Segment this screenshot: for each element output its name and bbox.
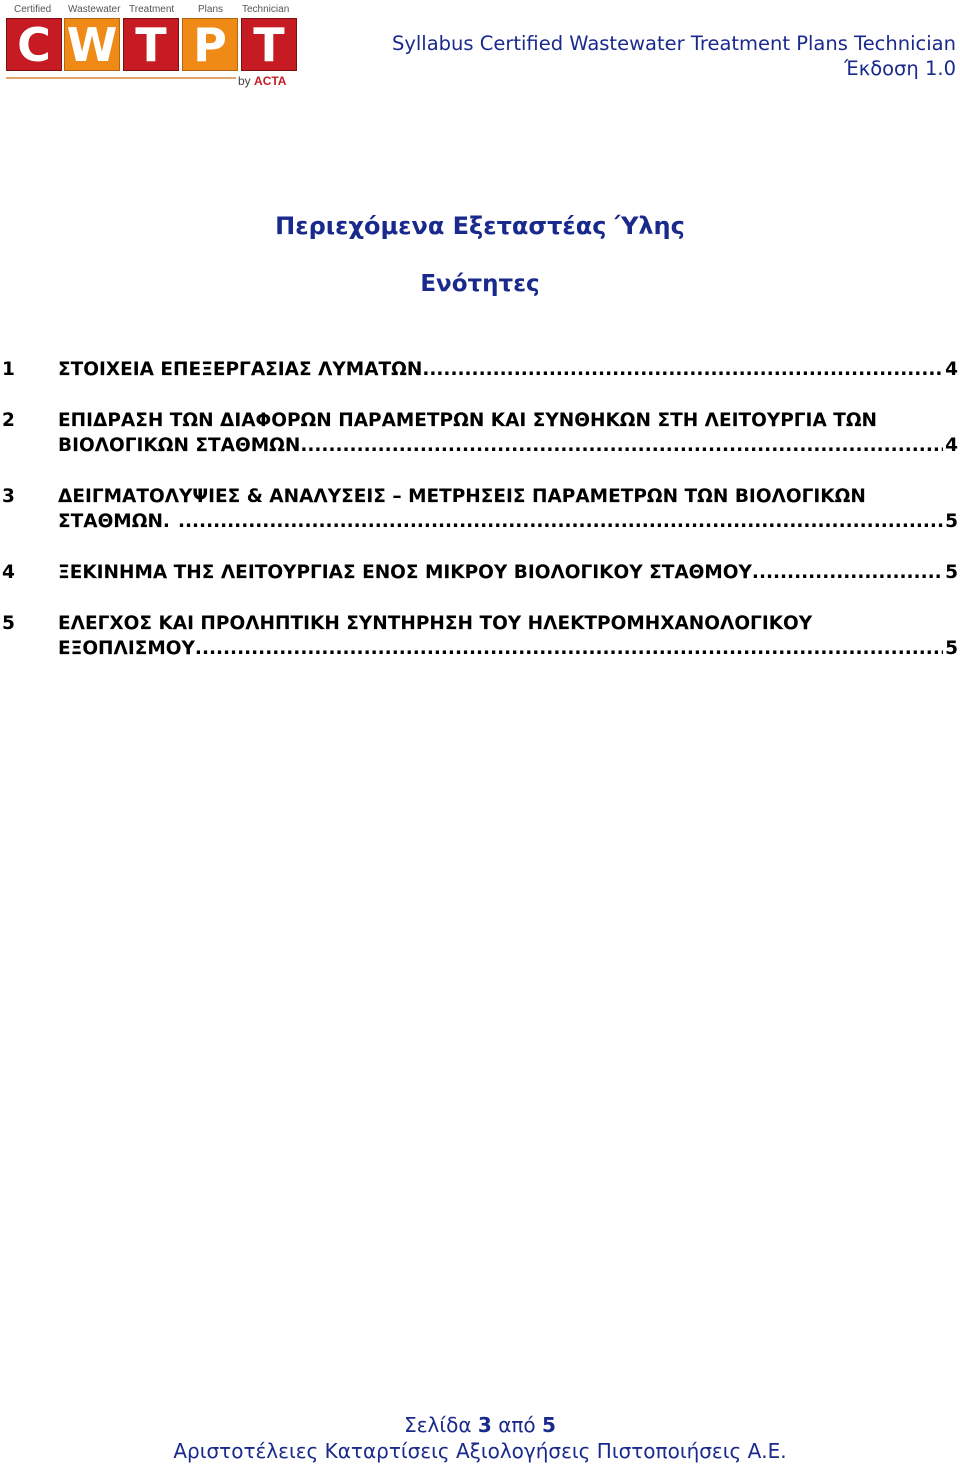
- document-header: [392, 31, 956, 81]
- logo-label: Certified: [14, 4, 52, 15]
- toc-entry[interactable]: [0, 611, 958, 662]
- toc-text-continued: ΕΞΟΠΛΙΣΜΟΥ.: [58, 638, 202, 659]
- toc-entry[interactable]: [0, 357, 958, 408]
- toc-page-number: 5: [945, 638, 958, 659]
- page-prefix: Σελίδα: [404, 1413, 472, 1437]
- table-of-contents: [0, 357, 958, 662]
- logo-letter: C: [6, 18, 62, 71]
- logo-label: Plans: [198, 4, 224, 15]
- toc-leader-dots: [759, 560, 943, 585]
- logo-label: Treatment: [129, 4, 175, 15]
- logo-letter: T: [241, 18, 297, 71]
- toc-text: ΕΛΕΓΧΟΣ ΚΑΙ ΠΡΟΛΗΠΤΙΚΗ ΣΥΝΤΗΡΗΣΗ ΤΟΥ ΗΛΕΚΤΡΟΜΗΧΑΝΟΛΟΓΙΚΟΥ: [58, 613, 813, 634]
- toc-entry[interactable]: [0, 484, 958, 560]
- current-page: 3: [477, 1413, 492, 1437]
- toc-text-continued: ΒΙΟΛΟΓΙΚΩΝ ΣΤΑΘΜΩΝ.: [58, 435, 308, 456]
- logo-letter-blocks: [6, 18, 298, 71]
- logo-labels: [8, 2, 300, 16]
- page-title: Περιεχόμενα Εξεταστέας Ύλης: [275, 212, 685, 240]
- toc-number: 3: [2, 486, 15, 507]
- toc-page-number: 4: [945, 435, 958, 456]
- toc-page-number: 5: [945, 511, 958, 532]
- logo-letter: T: [123, 18, 179, 71]
- logo-byline: [238, 74, 286, 88]
- toc-text-continued: ΣΤΑΘΜΩΝ.: [58, 511, 170, 532]
- toc-text: ΕΠΙΔΡΑΣΗ ΤΩΝ ΔΙΑΦΟΡΩΝ ΠΑΡΑΜΕΤΡΩΝ ΚΑΙ ΣΥΝΘΗΚΩΝ ΣΤΗ ΛΕΙΤΟΥΡΓΙΑ ΤΩΝ: [58, 410, 878, 431]
- toc-number: 2: [2, 410, 15, 431]
- cwtpt-logo: [6, 2, 298, 94]
- toc-number: 4: [2, 562, 15, 583]
- toc-leader-dots: [429, 357, 943, 382]
- logo-underline: [6, 77, 236, 79]
- toc-text: ΣΤΟΙΧΕΙΑ ΕΠΕΞΕΡΓΑΣΙΑΣ ΛΥΜΑΤΩΝ.: [58, 359, 430, 380]
- document-version: Έκδοση 1.0: [844, 57, 956, 80]
- toc-number: 1: [2, 359, 15, 380]
- document-title: Syllabus Certified Wastewater Treatment Plans Technician: [391, 32, 956, 55]
- logo-by-text: by: [238, 74, 251, 88]
- toc-number: 5: [2, 613, 15, 634]
- toc-leader-dots: [178, 509, 943, 534]
- page-indicator: [0, 1412, 960, 1438]
- page-subtitle: Ενότητες: [420, 271, 540, 297]
- logo-label: Wastewater: [68, 4, 121, 15]
- toc-text: ΔΕΙΓΜΑΤΟΛΥΨΙΕΣ & ΑΝΑΛΥΣΕΙΣ – ΜΕΤΡΗΣΕΙΣ ΠΑΡΑΜΕΤΡΩΝ ΤΩΝ ΒΙΟΛΟΓΙΚΩΝ: [58, 486, 866, 507]
- toc-entry[interactable]: [0, 560, 958, 611]
- toc-page-number: 5: [945, 562, 958, 583]
- total-pages: 5: [542, 1413, 556, 1437]
- page-of: από: [498, 1413, 536, 1437]
- company-name: Αριστοτέλειες Καταρτίσεις Αξιολογήσεις Πιστοποιήσεις Α.Ε.: [173, 1439, 787, 1463]
- logo-letter: W: [64, 18, 120, 71]
- page-footer: [0, 1412, 960, 1464]
- toc-leader-dots: [202, 636, 943, 661]
- logo-letter: P: [182, 18, 238, 71]
- logo-label: Technician: [242, 4, 290, 15]
- logo-brand: ACTA: [254, 74, 287, 88]
- toc-leader-dots: [307, 433, 943, 458]
- toc-text: ΞΕΚΙΝΗΜΑ ΤΗΣ ΛΕΙΤΟΥΡΓΙΑΣ ΕΝΟΣ ΜΙΚΡΟΥ ΒΙΟΛΟΓΙΚΟΥ ΣΤΑΘΜΟΥ.: [58, 562, 759, 583]
- toc-entry[interactable]: [0, 408, 958, 484]
- toc-page-number: 4: [945, 359, 958, 380]
